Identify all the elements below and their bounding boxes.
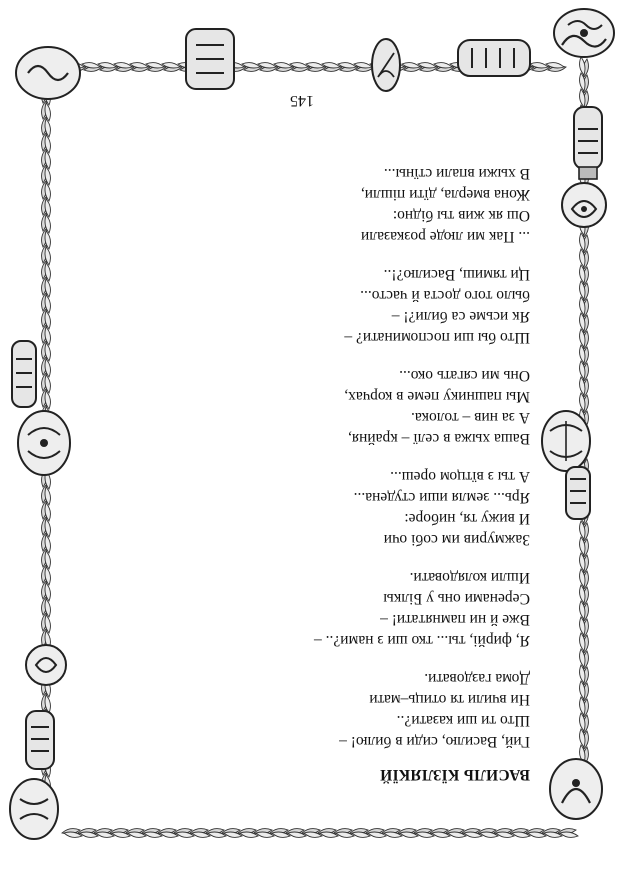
painted-egg-icon [18, 411, 70, 475]
poem-line: В хыжи впали стїны... [383, 165, 530, 182]
stanza [314, 365, 530, 449]
stanza [314, 567, 530, 651]
author-title: ВАСИЛЬ КЇЗЛЯКЇЙ [379, 766, 530, 783]
carved-flask-icon [574, 107, 602, 179]
poem-line: Мы пашнику пеме в корчах, [344, 388, 530, 405]
poem-line: Онь ми сягать око... [399, 367, 530, 384]
stanza [314, 668, 530, 752]
poem-line: Серенами онь у Білкы [383, 590, 530, 607]
stanza [314, 163, 530, 247]
poem-line: Зажмурив им собі очи [383, 531, 530, 548]
poem-line: ... Пак ми люде розказали [360, 228, 530, 245]
ceramic-bowl-icon [562, 183, 606, 227]
stanza [314, 466, 530, 550]
painted-egg-icon [554, 9, 614, 57]
poem-line: Ни вчили тя отиць–мати [369, 691, 530, 708]
stanza [314, 264, 530, 348]
poem-line: Што ти ши казати?.. [396, 712, 530, 729]
poem-line: И вижу тя, ниборе: [404, 510, 530, 527]
page-number: 145 [290, 92, 314, 109]
poem-line: Ваша хыжа в селї – крайня, [348, 430, 530, 447]
poem-line: Дома газдовати. [424, 670, 530, 687]
poem-line: Ци тямиш, Василю?!.. [383, 266, 530, 283]
carved-flask-icon [186, 29, 234, 89]
poem-line: Ярь... земля иши студена... [353, 489, 530, 506]
carved-flask-icon [458, 40, 530, 76]
poem-line: Як исьме са били?! – [391, 308, 530, 325]
stanzas [314, 163, 530, 752]
painted-egg-icon [550, 759, 602, 819]
poem-line: Я, фирйі, ты... тко ши з нами?.. – [314, 632, 530, 649]
carved-flask-icon [12, 341, 36, 407]
painted-egg-icon [10, 779, 58, 839]
poem-line: Што бы ши поспоминати? – [344, 329, 530, 346]
ceramic-bowl-icon [372, 39, 400, 91]
poem-line: Гий, Василю, сиди в билю! – [339, 733, 530, 750]
painted-egg-icon [16, 47, 80, 99]
carved-flask-icon [566, 467, 590, 519]
poem-line: А за нив – толока. [410, 409, 530, 426]
carved-flask-icon [26, 711, 54, 769]
poem-line: А ты з вїтцом ореш... [390, 468, 530, 485]
poem-line: Вже й ни памнятати! – [380, 611, 530, 628]
poem-line: было того доста й часто... [360, 287, 530, 304]
poem-line: Ишли колядовати. [409, 569, 530, 586]
poem-line: Ош як жив ты бідно: [392, 207, 530, 224]
painted-egg-icon [542, 411, 590, 471]
poem [314, 146, 530, 785]
poem-line: Жона вмерла, дїти пішли, [360, 186, 530, 203]
ceramic-bowl-icon [26, 645, 66, 685]
